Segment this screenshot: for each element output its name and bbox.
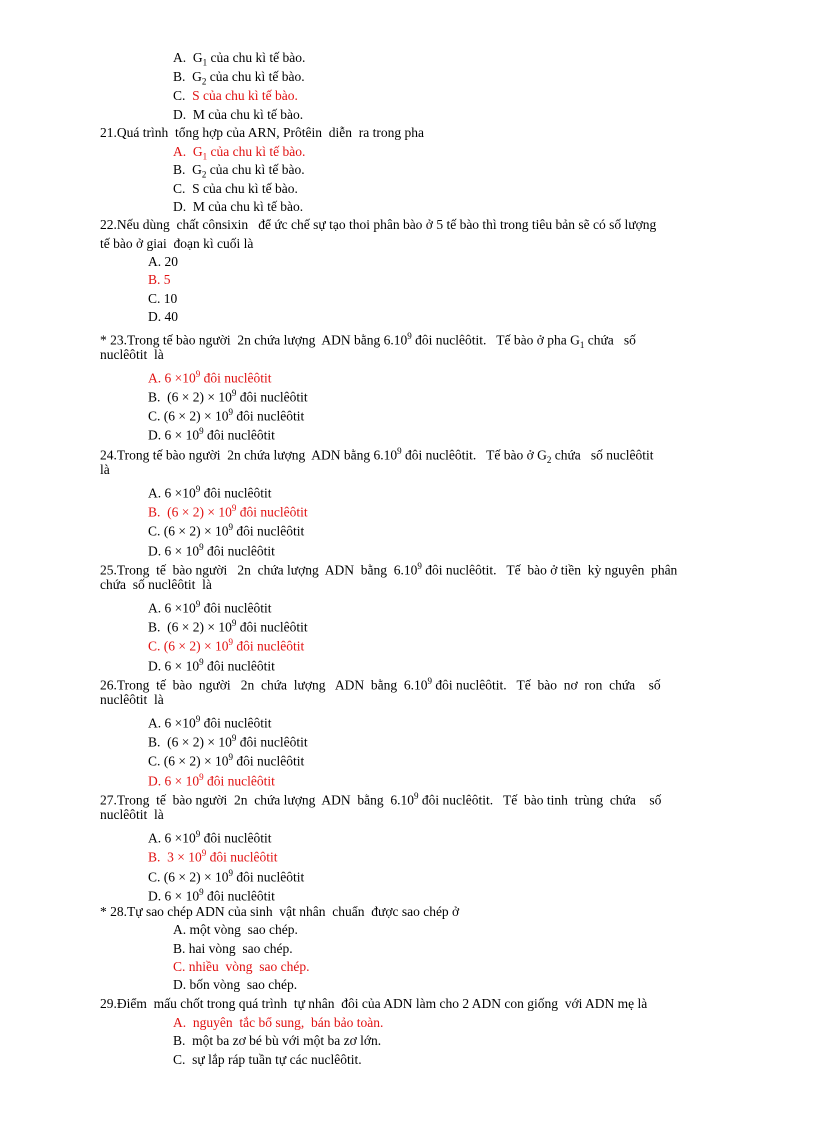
- q23-option-a: A. $6 \times 10^9$ đôi nuclêôtit: [148, 369, 272, 386]
- q28-option-a: A. một vòng sao chép.: [173, 922, 298, 937]
- q27-option-b: B. $3 \times 10^9$ đôi nuclêôtit: [148, 848, 278, 865]
- q26-option-b: B. $(6 \times 2) \times 10^9$ đôi nuclêôtit: [148, 733, 308, 750]
- q21-option-a: A. $G_1$ của chu kì tế bào.: [173, 144, 306, 162]
- q22-stem-line1: 22.Nếu dùng chất cônsixin để ức chế sự tạo thoi phân bào ở 5 tế bào thì trong tiêu bản sẽ có số lượng: [100, 217, 657, 232]
- q24-option-d: D. $6 \times 10^9$ đôi nuclêôtit: [148, 542, 275, 559]
- q28-option-b: B. hai vòng sao chép.: [173, 941, 293, 956]
- q20-option-b: B. $G_2$ của chu kì tế bào.: [173, 69, 305, 87]
- q27-stem-line1: 27.Trong tế bào người 2n chứa lượng ADN bằng 6.10$^9$ đôi nuclêôtit. Tế bào tinh trùng chứa số: [100, 791, 662, 808]
- q23-option-d: D. $6 \times 10^9$ đôi nuclêôtit: [148, 426, 275, 443]
- q26-option-d: D. $6 \times 10^9$ đôi nuclêôtit: [148, 772, 275, 789]
- q29-stem: 29.Điểm mấu chốt trong quá trình tự nhân đôi của ADN làm cho 2 ADN con giống với ADN mẹ là: [100, 996, 648, 1011]
- q24-option-c: C. $(6 \times 2) \times 10^9$ đôi nuclêôtit: [148, 522, 305, 539]
- q22-option-d: D. 40: [148, 309, 178, 324]
- q23-stem-line2: nuclêôtit là: [100, 347, 164, 362]
- q26-stem-line2: nuclêôtit là: [100, 692, 164, 707]
- q26-option-c: C. $(6 \times 2) \times 10^9$ đôi nuclêôtit: [148, 752, 305, 769]
- q20-option-a: A. $G_1$ của chu kì tế bào.: [173, 50, 306, 68]
- q29-option-a: A. nguyên tắc bổ sung, bán bảo toàn.: [173, 1015, 384, 1030]
- q28-option-c: C. nhiều vòng sao chép.: [173, 959, 310, 974]
- q27-stem-line2: nuclêôtit là: [100, 807, 164, 822]
- q21-stem: 21.Quá trình tổng hợp của ARN, Prôtêin diễn ra trong pha: [100, 125, 424, 140]
- q22-option-b: B. 5: [148, 272, 171, 287]
- q29-option-b: B. một ba zơ bé bù với một ba zơ lớn.: [173, 1033, 382, 1048]
- q23-option-c: C. $(6 \times 2) \times 10^9$ đôi nuclêôtit: [148, 407, 305, 424]
- q27-option-c: C. $(6 \times 2) \times 10^9$ đôi nuclêôtit: [148, 868, 305, 885]
- q24-stem-line2: là: [100, 462, 110, 477]
- q25-stem-line2: chứa số nuclêôtit là: [100, 577, 212, 592]
- q25-option-a: A. $6 \times 10^9$ đôi nuclêôtit: [148, 599, 272, 616]
- q20-correct-answer: S của chu kì tế bào.: [192, 88, 298, 103]
- q27-option-a: A. $6 \times 10^9$ đôi nuclêôtit: [148, 829, 272, 846]
- q26-stem-line1: 26.Trong tế bào người 2n chứa lượng ADN bằng 6.10$^9$ đôi nuclêôtit. Tế bào nơ ron chứa số: [100, 676, 661, 693]
- q20-option-d: D. M của chu kì tế bào.: [173, 107, 304, 122]
- q22-option-a: A. 20: [148, 254, 178, 269]
- q23-option-b: B. $(6 \times 2) \times 10^9$ đôi nuclêôtit: [148, 388, 308, 405]
- q20-option-c: C. S của chu kì tế bào.: [173, 88, 298, 103]
- q25-option-d: D. $6 \times 10^9$ đôi nuclêôtit: [148, 657, 275, 674]
- q24-stem-line1: 24.Trong tế bào người 2n chứa lượng ADN bằng 6.10$^9$ đôi nuclêôtit. Tế bào ở $G_2$ chứa số nuclêôtit: [100, 446, 654, 466]
- q24-option-b: B. $(6 \times 2) \times 10^9$ đôi nuclêôtit: [148, 503, 308, 520]
- q28-option-d: D. bốn vòng sao chép.: [173, 977, 298, 992]
- q21-option-d: D. M của chu kì tế bào.: [173, 199, 304, 214]
- q26-option-a: A. $6 \times 10^9$ đôi nuclêôtit: [148, 714, 272, 731]
- q25-option-b: B. $(6 \times 2) \times 10^9$ đôi nuclêôtit: [148, 618, 308, 635]
- q27-option-d: D. $6 \times 10^9$ đôi nuclêôtit: [148, 887, 275, 904]
- q25-option-c: C. $(6 \times 2) \times 10^9$ đôi nuclêôtit: [148, 637, 305, 654]
- q23-stem-line1: * 23.Trong tế bào người 2n chứa lượng ADN bằng 6.10$^9$ đôi nuclêôtit. Tế bào ở pha $G_1$ chứa số: [100, 331, 636, 351]
- q29-option-c: C. sự lắp ráp tuần tự các nuclêôtit.: [173, 1052, 362, 1067]
- q25-stem-line1: 25.Trong tế bào người 2n chứa lượng ADN bằng 6.10$^9$ đôi nuclêôtit. Tế bào ở tiền kỳ nguyên phân: [100, 561, 678, 578]
- q21-option-b: B. $G_2$ của chu kì tế bào.: [173, 162, 305, 180]
- q21-option-c: C. S của chu kì tế bào.: [173, 181, 298, 196]
- q24-option-a: A. $6 \times 10^9$ đôi nuclêôtit: [148, 484, 272, 501]
- q22-stem-line2: tế bào ở giai đoạn kì cuối là: [100, 236, 254, 251]
- q22-option-c: C. 10: [148, 291, 178, 306]
- q28-stem: * 28.Tự sao chép ADN của sinh vật nhân chuẩn được sao chép ở: [100, 904, 460, 919]
